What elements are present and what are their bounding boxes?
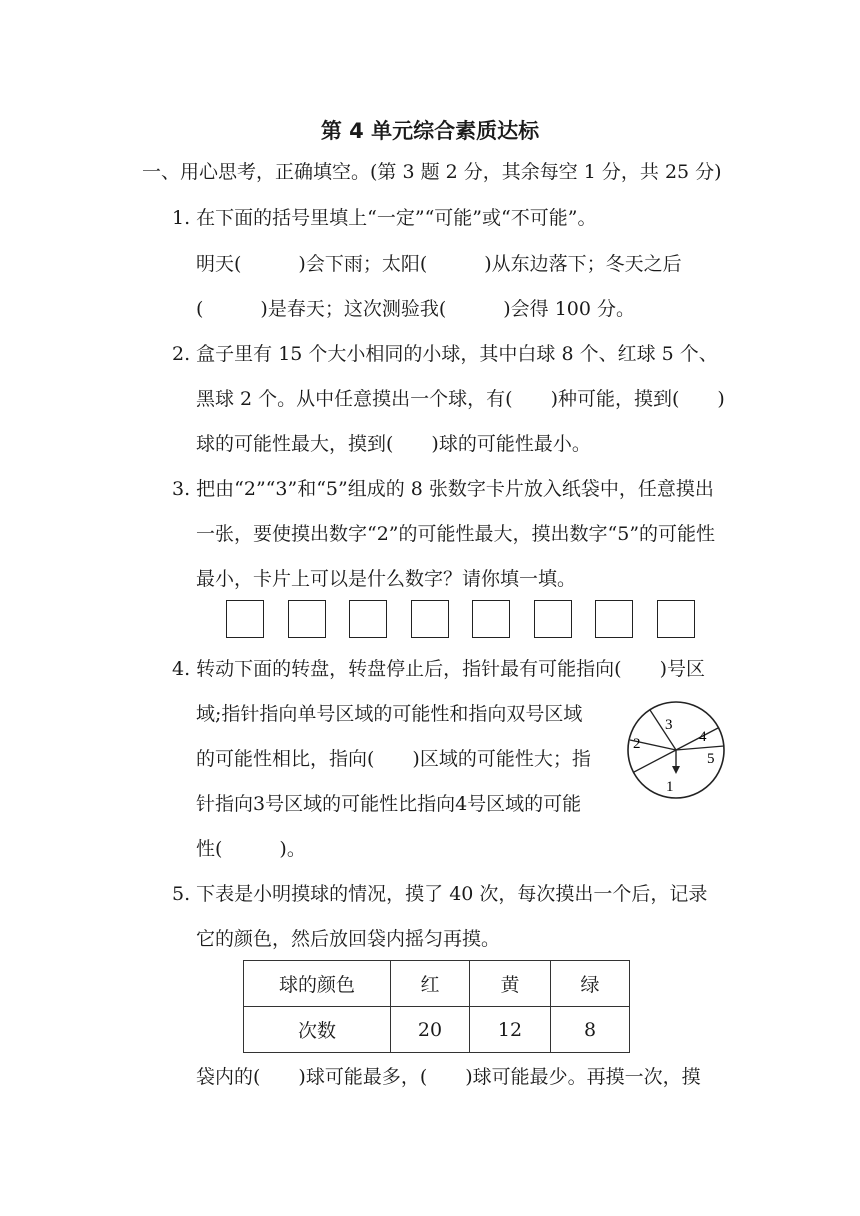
q2-line-3: 球的可能性最大，摸到( )球的可能性最小。: [196, 433, 591, 455]
table-cell: 次数: [244, 1007, 391, 1053]
q4-line-4: 针指向3号区域的可能性比指向4号区域的可能: [196, 793, 582, 815]
answer-box[interactable]: [595, 600, 633, 638]
answer-box[interactable]: [226, 600, 264, 638]
spinner-label-4: 4: [699, 729, 707, 745]
spinner-label-5: 5: [707, 751, 715, 767]
spinner-label-1: 1: [666, 779, 674, 795]
section-heading: 一、用心思考，正确填空。(第 3 题 2 分，其余每空 1 分，共 25 分): [142, 161, 722, 183]
q2-line-2: 黑球 2 个。从中任意摸出一个球，有( )种可能，摸到( ): [196, 388, 725, 410]
spinner-diagram: [622, 700, 730, 800]
table-cell: 20: [391, 1007, 470, 1053]
q3-line-2: 一张，要使摸出数字“2”的可能性最大，摸出数字“5”的可能性: [196, 523, 716, 545]
page-title: 第 4 单元综合素质达标: [320, 119, 540, 143]
answer-box[interactable]: [657, 600, 695, 638]
table-header-row: [244, 961, 630, 1007]
q5-line-1: 5. 下表是小明摸球的情况，摸了 40 次，每次摸出一个后，记录: [172, 883, 708, 905]
answer-box[interactable]: [288, 600, 326, 638]
q5-line-3: 袋内的( )球可能最多，( )球可能最少。再摸一次，摸: [196, 1066, 701, 1088]
ball-count-table: [243, 960, 630, 1053]
q1-line-1: 1. 在下面的括号里填上“一定”“可能”或“不可能”。: [172, 207, 597, 229]
q2-line-1: 2. 盒子里有 15 个大小相同的小球，其中白球 8 个、红球 5 个、: [172, 343, 718, 365]
table-cell: 12: [470, 1007, 551, 1053]
q1-line-3: ( )是春天；这次测验我( )会得 100 分。: [196, 298, 635, 320]
table-row: [244, 1007, 630, 1053]
q4-line-5: 性( )。: [196, 838, 306, 860]
q4-line-2: 域;指针指向单号区域的可能性和指向双号区域: [196, 703, 583, 725]
table-header-cell: 红: [391, 961, 470, 1007]
answer-box[interactable]: [472, 600, 510, 638]
q4-line-3: 的可能性相比，指向( )区域的可能性大；指: [196, 748, 591, 770]
table-header-cell: 绿: [551, 961, 630, 1007]
answer-box[interactable]: [411, 600, 449, 638]
table-cell: 8: [551, 1007, 630, 1053]
q3-line-3: 最小，卡片上可以是什么数字？请你填一填。: [196, 568, 577, 590]
spinner-divider: [634, 750, 676, 772]
pointer-arrow-icon: [672, 766, 680, 774]
q4-line-1: 4. 转动下面的转盘，转盘停止后，指针最有可能指向( )号区: [172, 658, 705, 680]
q3-line-1: 3. 把由“2”“3”和“5”组成的 8 张数字卡片放入纸袋中，任意摸出: [172, 478, 714, 500]
answer-box[interactable]: [534, 600, 572, 638]
spinner-label-2: 2: [633, 736, 641, 752]
table-header-cell: 黄: [470, 961, 551, 1007]
answer-box[interactable]: [349, 600, 387, 638]
table-header-cell: 球的颜色: [244, 961, 391, 1007]
q5-line-2: 它的颜色，然后放回袋内摇匀再摸。: [196, 928, 501, 950]
q1-line-2: 明天( )会下雨；太阳( )从东边落下；冬天之后: [196, 253, 682, 275]
spinner-label-3: 3: [665, 717, 673, 733]
